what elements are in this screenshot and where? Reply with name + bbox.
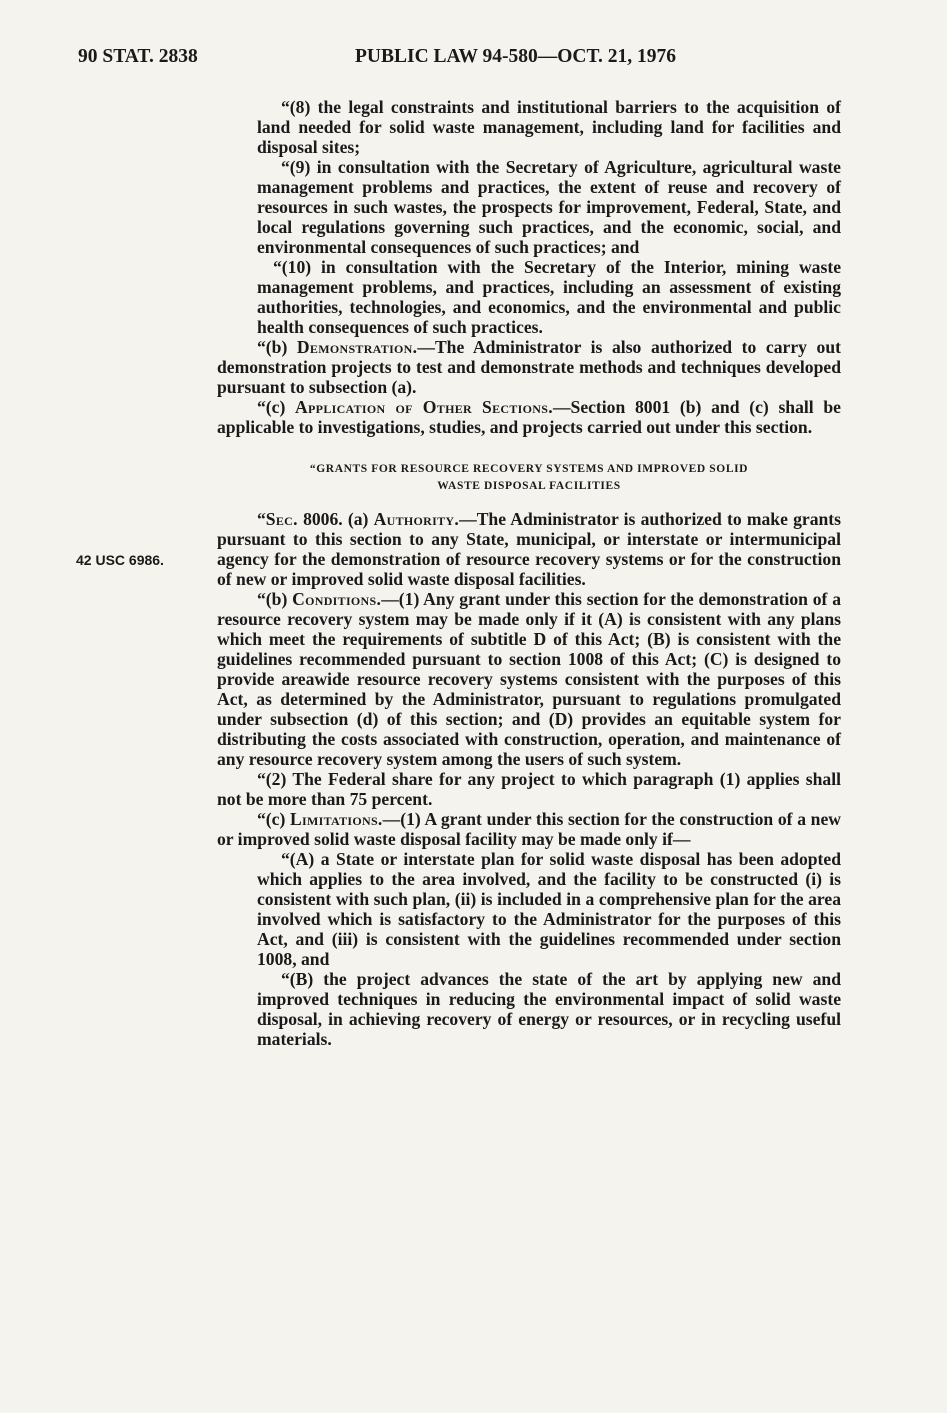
conditions-heading: Conditions. (292, 589, 382, 609)
limitations-number: “(c) (257, 809, 290, 829)
limitations-clause-b: “(B) the project advances the state of the art by applying new and improved techniques in reducing the environmental impact of solid waste disposal, in achieving recovery of energy or resources, or in recycling useful materials. (257, 969, 841, 1049)
subsection-b-demonstration (217, 337, 841, 397)
section-label: Sec. (265, 509, 298, 529)
section-heading-line-2: WASTE DISPOSAL FACILITIES (437, 480, 621, 492)
statute-page-number: 90 STAT. 2838 (78, 46, 198, 67)
conditions-text: —(1) Any grant under this section for the demonstration of a resource recovery system may be made only if it (A) is consistent with any plans which meet the requirements of subtitle D of this Act; (B) is consistent with the guidelines recommended pursuant to section 1008 of this Act; (C) is designed to provide areawide resource recovery systems consistent with the purposes of this Act, as determined by the Administrator, pursuant to regulations promulgated under subsection (d) of this section; and (D) provides an equitable system for distributing the costs associated with construction, operation, and maintenance of any resource recovery system among the users of such system. (217, 589, 841, 769)
authority-heading: Authority. (373, 509, 460, 529)
paragraph-8: “(8) the legal constraints and institutional barriers to the acquisition of land needed for solid waste management, including land for facilities and disposal sites; (257, 97, 841, 157)
section-8006-conditions (217, 589, 841, 769)
authority-text: —The Administrator is authorized to make grants pursuant to this section to any State, municipal, or interstate or intermunicipal agency for the demonstration of resource recovery systems or for the construction of new or improved solid waste disposal facilities. (217, 509, 842, 589)
section-heading-line-1: “GRANTS FOR RESOURCE RECOVERY SYSTEMS AND IMPROVED SOLID (309, 463, 749, 475)
subsection-c-application (217, 397, 841, 437)
subsection-b-text: —The Administrator is also authorized to carry out demonstration projects to test and demonstrate methods and techniques developed pursuant to subsection (a). (217, 337, 841, 397)
paragraph-9: “(9) in consultation with the Secretary of Agriculture, agricultural waste management problems and practices, the extent of reuse and recovery of resources in such wastes, the prospects for improvement, Federal, State, and local regulations governing such practices, and the economic, social, and environmental consequences of such practices; and (257, 157, 841, 257)
margin-citation: 42 USC 6986. (76, 552, 164, 568)
limitations-clause-a: “(A) a State or interstate plan for solid waste disposal has been adopted which applies to the area involved, and the facility to be constructed (i) is consistent with such plan, (ii) is included in a comprehensive plan for the area involved which is satisfactory to the Administrator for the purposes of this Act, and (iii) is consistent with the guidelines recommended under section 1008, and (257, 849, 841, 969)
section-number: 8006. (a) (297, 509, 374, 529)
public-law-title: PUBLIC LAW 94-580—OCT. 21, 1976 (355, 46, 677, 67)
subsection-b-number: “(b) (257, 337, 297, 357)
page-header (78, 46, 878, 76)
subsection-c-heading: Application of Other Sections. (295, 397, 553, 417)
conditions-number: “(b) (257, 589, 293, 609)
limitations-heading: Limitations. (290, 809, 383, 829)
section-open-quote: “ (257, 509, 266, 529)
subsection-b-heading: Demonstration. (296, 337, 418, 357)
subsection-c-number: “(c) (257, 397, 296, 417)
section-heading (217, 461, 841, 495)
paragraph-10: “(10) in consultation with the Secretary of the Interior, mining waste management problems, and practices, including an assessment of existing authorities, technologies, and economics, and the environmental and public health consequences of such practices. (257, 257, 841, 337)
document-body (217, 97, 841, 1049)
subsection-c-text: —Section 8001 (b) and (c) shall be applicable to investigations, studies, and projects carried out under this section. (217, 397, 841, 437)
section-8006-limitations (217, 809, 841, 849)
conditions-paragraph-2: “(2) The Federal share for any project to which paragraph (1) applies shall not be more than 75 percent. (217, 769, 841, 809)
section-8006-authority (217, 509, 841, 589)
limitations-text: —(1) A grant under this section for the construction of a new or improved solid waste disposal facility may be made only if— (217, 809, 841, 849)
